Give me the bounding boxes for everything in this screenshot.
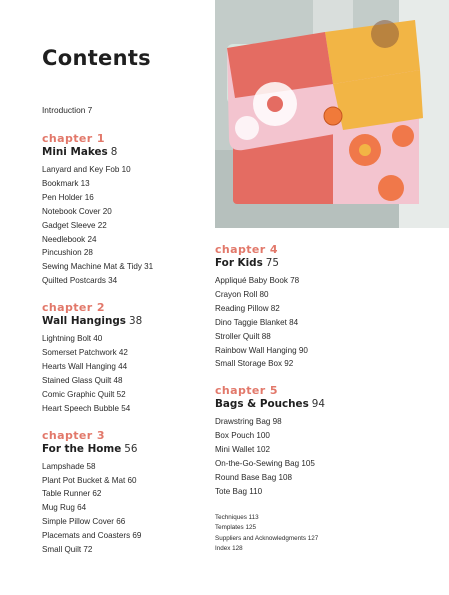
toc-entry[interactable]: Heart Speech Bubble 54	[42, 403, 131, 413]
chapter-title[interactable]	[215, 256, 435, 271]
chapter-title-text: For the Home	[42, 442, 122, 455]
toc-entry[interactable]: Stroller Quilt 88	[215, 331, 271, 341]
chapter-page-number: 8	[110, 146, 118, 158]
chapter-label: chapter 2	[42, 301, 105, 315]
toc-entry[interactable]: Sewing Machine Mat & Tidy 31	[42, 262, 154, 272]
chapter-3-section	[42, 430, 207, 557]
toc-entry[interactable]: Rainbow Wall Hanging 90	[215, 345, 308, 355]
chapter-2-section	[42, 302, 207, 415]
toc-entry[interactable]: Pen Holder 16	[42, 192, 94, 202]
chapter-title-text: Wall Hangings	[42, 315, 126, 328]
toc-entry[interactable]: Mug Rug 64	[42, 503, 87, 513]
toc-left-column	[42, 102, 207, 571]
toc-entry[interactable]: Table Runner 62	[42, 489, 102, 499]
chapter-page-number: 56	[124, 442, 138, 455]
chapter-title[interactable]	[42, 442, 207, 457]
toc-entry[interactable]: Round Base Bag 108	[215, 472, 292, 482]
toc-entry[interactable]: Lightning Bolt 40	[42, 334, 103, 344]
chapter-title-text: For Kids	[215, 257, 263, 269]
backmatter-entry[interactable]: Templates 125	[215, 524, 256, 532]
toc-entry[interactable]: Reading Pillow 82	[215, 303, 280, 313]
chapter-title-text: Mini Makes	[42, 146, 108, 158]
toc-entry[interactable]: Comic Graphic Quilt 52	[42, 389, 126, 399]
page-title: Contents	[42, 46, 151, 70]
chapter-label: chapter 4	[215, 243, 278, 256]
product-photo	[215, 0, 449, 228]
toc-entry[interactable]: Somerset Patchwork 42	[42, 348, 128, 358]
chapter-title-text: Bags & Pouches	[215, 398, 309, 411]
chapter-title[interactable]	[42, 145, 207, 160]
toc-entry[interactable]: Dino Taggie Blanket 84	[215, 317, 299, 327]
toc-entry[interactable]: Crayon Roll 80	[215, 289, 269, 299]
toc-entry[interactable]: Small Quilt 72	[42, 545, 93, 555]
backmatter-entry[interactable]: Suppliers and Acknowledgments 127	[215, 534, 319, 542]
chapter-title[interactable]	[215, 397, 435, 412]
toc-entry[interactable]: Placemats and Coasters 69	[42, 531, 142, 541]
toc-entry[interactable]: Bookmark 13	[42, 178, 90, 188]
toc-entry[interactable]: Appliqué Baby Book 78	[215, 276, 300, 285]
fabric-wallet-illustration	[215, 0, 449, 228]
chapter-label: chapter 3	[42, 428, 105, 442]
backmatter-entry[interactable]: Techniques 113	[215, 513, 259, 521]
toc-entry[interactable]: Tote Bag 110	[215, 486, 263, 496]
backmatter-entry[interactable]: Index 128	[215, 545, 243, 552]
chapter-page-number: 38	[128, 315, 143, 328]
chapter-page-number: 94	[311, 398, 326, 411]
toc-entry[interactable]: Lanyard and Key Fob 10	[42, 165, 131, 174]
toc-entry-introduction[interactable]: Introduction 7	[42, 105, 93, 115]
chapter-label: chapter 1	[42, 132, 105, 145]
toc-entry[interactable]: Drawstring Bag 98	[215, 417, 282, 427]
toc-entry[interactable]: Stained Glass Quilt 48	[42, 375, 123, 385]
toc-entry[interactable]: Simple Pillow Cover 66	[42, 517, 126, 527]
toc-entry[interactable]: Quilted Postcards 34	[42, 276, 118, 286]
chapter-1-section	[42, 133, 207, 288]
chapter-page-number: 75	[265, 257, 280, 269]
chapter-label: chapter 5	[215, 384, 278, 398]
chapter-4-section	[215, 244, 435, 371]
chapter-title[interactable]	[42, 314, 207, 329]
toc-right-column	[215, 244, 435, 554]
toc-entry[interactable]: Pincushion 28	[42, 248, 93, 258]
toc-entry[interactable]: Needlebook 24	[42, 234, 97, 244]
toc-entry[interactable]: Plant Pot Bucket & Mat 60	[42, 475, 137, 485]
toc-entry[interactable]: Gadget Sleeve 22	[42, 220, 107, 230]
toc-entry[interactable]: Small Storage Box 92	[215, 359, 294, 369]
backmatter-list	[215, 513, 435, 555]
toc-entry[interactable]: Box Pouch 100	[215, 431, 270, 441]
toc-entry[interactable]: Notebook Cover 20	[42, 206, 112, 216]
toc-entry[interactable]: Mini Wallet 102	[215, 445, 271, 455]
toc-entry[interactable]: On-the-Go-Sewing Bag 105	[215, 459, 315, 469]
toc-entry[interactable]: Lampshade 58	[42, 461, 96, 471]
toc-entry[interactable]: Hearts Wall Hanging 44	[42, 361, 128, 371]
chapter-5-section	[215, 385, 435, 498]
